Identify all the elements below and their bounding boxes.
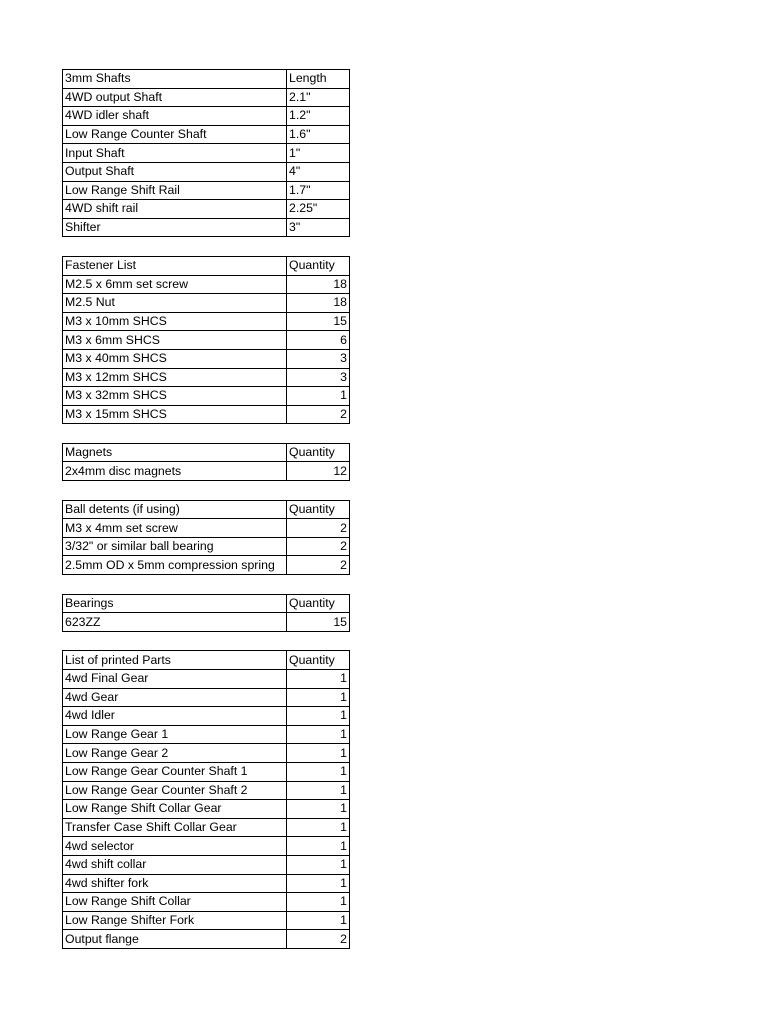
item-value-cell: 1 (287, 725, 350, 744)
table-row (63, 387, 350, 406)
item-name-cell: 4wd shift collar (63, 855, 287, 874)
table-header-row (63, 594, 350, 613)
item-name-cell: 4wd shifter fork (63, 874, 287, 893)
table-row (63, 762, 350, 781)
item-name-cell: 2x4mm disc magnets (63, 462, 287, 481)
table-row (63, 88, 350, 107)
item-value-cell: 1 (287, 911, 350, 930)
item-value-cell: 1 (287, 781, 350, 800)
item-name-cell: Shifter (63, 218, 287, 237)
item-value-cell: 1" (287, 144, 350, 163)
table-header-name: 3mm Shafts (63, 70, 287, 89)
item-name-cell: M3 x 12mm SHCS (63, 368, 287, 387)
table-header-name: Bearings (63, 594, 287, 613)
table-row (63, 312, 350, 331)
table-row (63, 275, 350, 294)
table-header-name: List of printed Parts (63, 651, 287, 670)
item-name-cell: 4WD idler shaft (63, 107, 287, 126)
table-row (63, 556, 350, 575)
table-row (63, 781, 350, 800)
table-row (63, 349, 350, 368)
item-name-cell: Output flange (63, 930, 287, 949)
table-header-value: Quantity (287, 256, 350, 275)
item-name-cell: M3 x 4mm set screw (63, 519, 287, 538)
table-row (63, 688, 350, 707)
item-value-cell: 6 (287, 331, 350, 350)
table-header-value: Quantity (287, 594, 350, 613)
item-name-cell: Low Range Gear 2 (63, 744, 287, 763)
table-row (63, 181, 350, 200)
item-value-cell: 1 (287, 744, 350, 763)
item-value-cell: 4" (287, 162, 350, 181)
item-name-cell: M3 x 40mm SHCS (63, 349, 287, 368)
table-header-name: Magnets (63, 443, 287, 462)
parts-sheet (62, 69, 349, 968)
table-header-row (63, 651, 350, 670)
parts-table (62, 256, 350, 424)
item-name-cell: Low Range Shift Rail (63, 181, 287, 200)
item-name-cell: Input Shaft (63, 144, 287, 163)
item-value-cell: 1 (287, 762, 350, 781)
item-name-cell: 4WD output Shaft (63, 88, 287, 107)
item-value-cell: 3 (287, 368, 350, 387)
item-name-cell: M3 x 15mm SHCS (63, 405, 287, 424)
item-name-cell: 4wd Final Gear (63, 670, 287, 689)
item-name-cell: Low Range Gear 1 (63, 725, 287, 744)
table-header-row (63, 500, 350, 519)
item-name-cell: M3 x 6mm SHCS (63, 331, 287, 350)
table-row (63, 200, 350, 219)
parts-table (62, 69, 350, 237)
item-value-cell: 1 (287, 707, 350, 726)
item-name-cell: 4wd Gear (63, 688, 287, 707)
table-row (63, 537, 350, 556)
table-header-value: Quantity (287, 443, 350, 462)
item-value-cell: 18 (287, 294, 350, 313)
table-header-name: Fastener List (63, 256, 287, 275)
table-row (63, 162, 350, 181)
parts-table (62, 594, 350, 632)
item-value-cell: 1 (287, 818, 350, 837)
item-value-cell: 3" (287, 218, 350, 237)
item-name-cell: M2.5 x 6mm set screw (63, 275, 287, 294)
table-row (63, 725, 350, 744)
table-row (63, 107, 350, 126)
table-row (63, 368, 350, 387)
item-name-cell: 4WD shift rail (63, 200, 287, 219)
table-row (63, 744, 350, 763)
parts-table (62, 650, 350, 949)
table-row (63, 930, 350, 949)
table-header-value: Quantity (287, 651, 350, 670)
item-value-cell: 1 (287, 670, 350, 689)
item-name-cell: Low Range Gear Counter Shaft 1 (63, 762, 287, 781)
table-row (63, 670, 350, 689)
item-value-cell: 18 (287, 275, 350, 294)
item-value-cell: 2.25" (287, 200, 350, 219)
table-row (63, 837, 350, 856)
item-name-cell: Low Range Shift Collar (63, 893, 287, 912)
item-value-cell: 1.7" (287, 181, 350, 200)
item-name-cell: Low Range Counter Shaft (63, 125, 287, 144)
item-name-cell: 4wd selector (63, 837, 287, 856)
item-value-cell: 1 (287, 387, 350, 406)
item-name-cell: Output Shaft (63, 162, 287, 181)
table-row (63, 613, 350, 632)
item-name-cell: M2.5 Nut (63, 294, 287, 313)
item-name-cell: M3 x 10mm SHCS (63, 312, 287, 331)
item-name-cell: 4wd Idler (63, 707, 287, 726)
parts-table (62, 500, 350, 575)
table-row (63, 405, 350, 424)
item-name-cell: 3/32" or similar ball bearing (63, 537, 287, 556)
item-name-cell: Low Range Gear Counter Shaft 2 (63, 781, 287, 800)
item-value-cell: 3 (287, 349, 350, 368)
item-value-cell: 2 (287, 405, 350, 424)
item-value-cell: 1 (287, 837, 350, 856)
item-name-cell: 2.5mm OD x 5mm compression spring (63, 556, 287, 575)
item-value-cell: 2 (287, 930, 350, 949)
item-value-cell: 2 (287, 537, 350, 556)
table-header-row (63, 443, 350, 462)
item-value-cell: 1 (287, 688, 350, 707)
item-name-cell: Transfer Case Shift Collar Gear (63, 818, 287, 837)
item-value-cell: 1.6" (287, 125, 350, 144)
table-row (63, 874, 350, 893)
table-header-row (63, 256, 350, 275)
table-header-value: Length (287, 70, 350, 89)
item-name-cell: 623ZZ (63, 613, 287, 632)
table-header-value: Quantity (287, 500, 350, 519)
item-value-cell: 15 (287, 613, 350, 632)
item-value-cell: 2.1" (287, 88, 350, 107)
table-row (63, 331, 350, 350)
table-row (63, 519, 350, 538)
item-value-cell: 2 (287, 556, 350, 575)
item-value-cell: 2 (287, 519, 350, 538)
item-value-cell: 15 (287, 312, 350, 331)
table-header-row (63, 70, 350, 89)
item-value-cell: 1.2" (287, 107, 350, 126)
item-name-cell: Low Range Shift Collar Gear (63, 800, 287, 819)
item-value-cell: 1 (287, 893, 350, 912)
table-row (63, 800, 350, 819)
item-value-cell: 1 (287, 874, 350, 893)
table-header-name: Ball detents (if using) (63, 500, 287, 519)
parts-table (62, 443, 350, 481)
table-row (63, 855, 350, 874)
item-value-cell: 12 (287, 462, 350, 481)
item-value-cell: 1 (287, 800, 350, 819)
table-row (63, 144, 350, 163)
item-name-cell: Low Range Shifter Fork (63, 911, 287, 930)
table-row (63, 294, 350, 313)
table-row (63, 218, 350, 237)
table-row (63, 125, 350, 144)
table-row (63, 707, 350, 726)
item-value-cell: 1 (287, 855, 350, 874)
item-name-cell: M3 x 32mm SHCS (63, 387, 287, 406)
table-row (63, 462, 350, 481)
table-row (63, 818, 350, 837)
table-row (63, 911, 350, 930)
table-row (63, 893, 350, 912)
